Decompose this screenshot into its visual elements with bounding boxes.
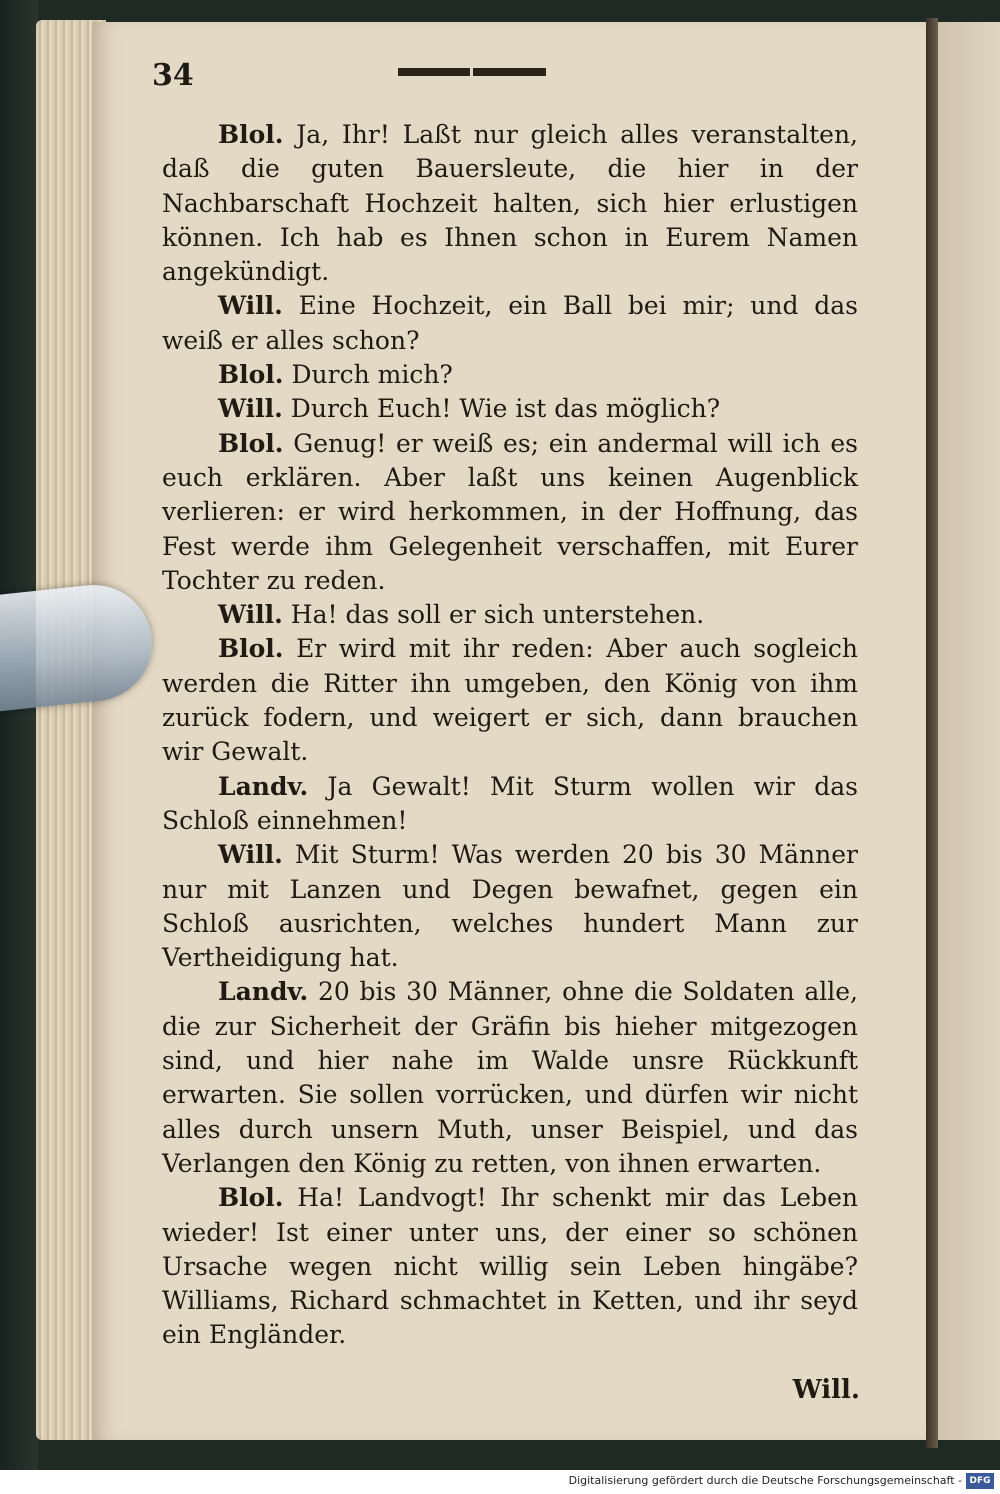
speech-text: Ja Gewalt! Mit Sturm wollen wir das Schloß einnehmen! [162,771,858,835]
speech-text: 20 bis 30 Männer, ohne die Soldaten alle, die zur Sicherheit der Gräfin bis hieher mitgezogen sind, und hier nahe im Walde unsre Rückkunft erwarten. Sie sollen vorrücken, und dürfen wir nicht alles durch unsern Muth, unser Beispiel, und das Verlangen den König zu retten, von ihnen erwarten. [162,977,858,1178]
speaker-name: Blol. [218,428,284,458]
speech-text: Ja, Ihr! Laßt nur gleich alles veranstalten, daß die guten Bauersleute, die hier in der Nachbarschaft Hochzeit halten, sich hier erlustigen können. Ich hab es Ihnen schon in Eurem Namen angekündigt. [162,120,859,287]
left-background [0,0,38,1470]
speech-text: Mit Sturm! Was werden 20 bis 30 Männer nur mit Lanzen und Degen bewafnet, gegen ein Schloß ausrichten, welches hundert Mann zur Vertheidigung hat. [162,840,858,973]
speaker-name: Blol. [218,360,284,390]
speaker-name: Landv. [218,771,309,801]
catchword: Will. [792,1375,860,1405]
paragraph [162,118,858,289]
paragraph [162,598,858,632]
dialogue-text [162,118,858,1353]
footer-credit: Digitalisierung gefördert durch die Deutsche Forschungsgemeinschaft - [568,1474,962,1487]
speaker-name: Landv. [218,977,309,1007]
speech-text: Ha! das soll er sich unterstehen. [290,600,705,630]
paragraph [162,289,858,358]
speech-text: Durch Euch! Wie ist das möglich? [290,394,721,424]
speaker-name: Blol. [218,120,284,149]
speech-text: Ha! Landvogt! Ihr schenkt mir das Leben wieder! Ist einer unter uns, der einer so schönen Ursache wegen nicht willig sein Leben hingäbe? Williams, Richard schmachtet in Ketten, und ihr seyd ein Engländer. [162,1183,858,1350]
paragraph [162,392,858,426]
dfg-logo-icon: DFG [966,1473,994,1489]
paragraph [162,358,858,392]
speaker-name: Blol. [218,634,284,664]
header-rule [398,68,546,76]
speech-text: Er wird mit ihr reden: Aber auch sogleich werden die Ritter ihn umgeben, den König von ihm zurück fodern, und weigert er sich, dann brauchen wir Gewalt. [162,634,858,767]
paragraph [162,632,858,769]
speaker-name: Will. [218,291,283,321]
speaker-name: Blol. [218,1183,284,1213]
speaker-name: Will. [218,840,283,870]
paragraph [162,838,858,975]
speech-text: Eine Hochzeit, ein Ball bei mir; und das weiß er alles schon? [162,291,858,355]
book-gutter [926,18,938,1448]
next-page-edge [938,22,1000,1440]
speech-text: Durch mich? [291,360,453,390]
page-number: 34 [152,58,194,93]
speech-text: Genug! er weiß es; ein andermal will ich es euch erklären. Aber laßt uns keinen Augenblick verlieren: er wird herkommen, in der Hoffnung, das Fest werde ihm Gelegenheit verschaffen, mit Eurer Tochter zu reden. [162,428,858,595]
speaker-name: Will. [218,600,283,630]
paragraph [162,427,858,598]
paragraph [162,770,858,839]
paragraph [162,1181,858,1352]
paragraph [162,975,858,1181]
speaker-name: Will. [218,394,283,424]
